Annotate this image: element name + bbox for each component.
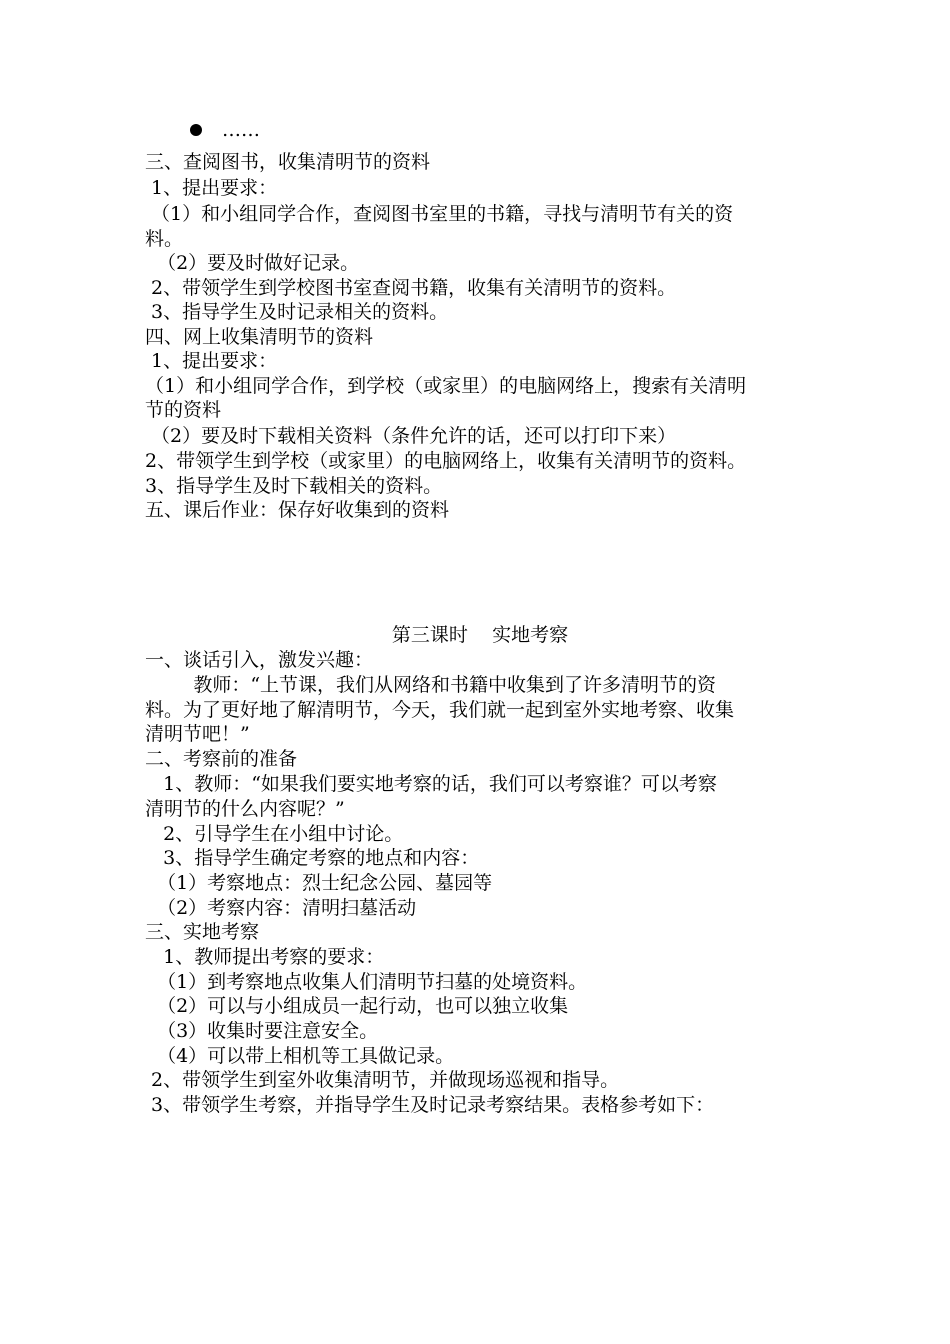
bullet-ellipsis: …… xyxy=(222,119,260,141)
text-line: （1）和小组同学合作，查阅图书室里的书籍，寻找与清明节有关的资 xyxy=(145,203,734,225)
text-line: （2）考察内容：清明扫墓活动 xyxy=(145,897,417,919)
text-line: 一、谈话引入，激发兴趣： xyxy=(145,649,374,671)
text-line: 2、引导学生在小组中讨论。 xyxy=(145,823,404,845)
text-line: 1、提出要求： xyxy=(145,177,278,199)
text-line: 料。为了更好地了解清明节，今天，我们就一起到室外实地考察、收集 xyxy=(145,699,735,721)
section-title: 第三课时 实地考察 xyxy=(391,624,569,646)
text-line: （1）考察地点：烈士纪念公园、墓园等 xyxy=(145,872,493,894)
text-line: 2、带领学生到学校（或家里）的电脑网络上，收集有关清明节的资料。 xyxy=(145,450,747,472)
text-line: 料。 xyxy=(145,228,184,250)
text-line: 3、指导学生确定考察的地点和内容： xyxy=(145,847,480,869)
text-line: （2）要及时下载相关资料（条件允许的话，还可以打印下来） xyxy=(145,425,677,447)
text-line: 五、课后作业：保存好收集到的资料 xyxy=(145,499,450,521)
text-line: 2、带领学生到室外收集清明节，并做现场巡视和指导。 xyxy=(145,1069,620,1091)
text-line: （3）收集时要注意安全。 xyxy=(145,1020,379,1042)
text-line: 1、教师提出考察的要求： xyxy=(145,946,385,968)
text-line: 三、实地考察 xyxy=(145,921,260,943)
text-line: 教师：“上节课，我们从网络和书籍中收集到了许多清明节的资 xyxy=(145,674,717,696)
text-line: （1）到考察地点收集人们清明节扫墓的处境资料。 xyxy=(145,971,588,993)
text-line: 清明节的什么内容呢？” xyxy=(145,798,345,820)
text-line: 3、指导学生及时记录相关的资料。 xyxy=(145,301,449,323)
text-line: 1、教师：“如果我们要实地考察的话，我们可以考察谁？可以考察 xyxy=(145,773,717,795)
text-line: 3、指导学生及时下载相关的资料。 xyxy=(145,475,443,497)
bullet-icon xyxy=(190,124,202,136)
text-line: （2）要及时做好记录。 xyxy=(145,252,360,274)
text-line: 四、网上收集清明节的资料 xyxy=(145,326,374,348)
text-line: 二、考察前的准备 xyxy=(145,748,298,770)
text-line: 1、提出要求： xyxy=(145,350,278,372)
text-line: 清明节吧！” xyxy=(145,723,250,745)
text-line: 节的资料 xyxy=(145,399,222,421)
text-line: （2）可以与小组成员一起行动，也可以独立收集 xyxy=(145,995,569,1017)
text-line: （4）可以带上相机等工具做记录。 xyxy=(145,1045,455,1067)
text-line: 3、带领学生考察，并指导学生及时记录考察结果。表格参考如下： xyxy=(145,1094,715,1116)
text-line: 2、带领学生到学校图书室查阅书籍，收集有关清明节的资料。 xyxy=(145,277,677,299)
text-line: （1）和小组同学合作，到学校（或家里）的电脑网络上，搜索有关清明 xyxy=(145,375,747,397)
text-line: 三、查阅图书，收集清明节的资料 xyxy=(145,151,431,173)
